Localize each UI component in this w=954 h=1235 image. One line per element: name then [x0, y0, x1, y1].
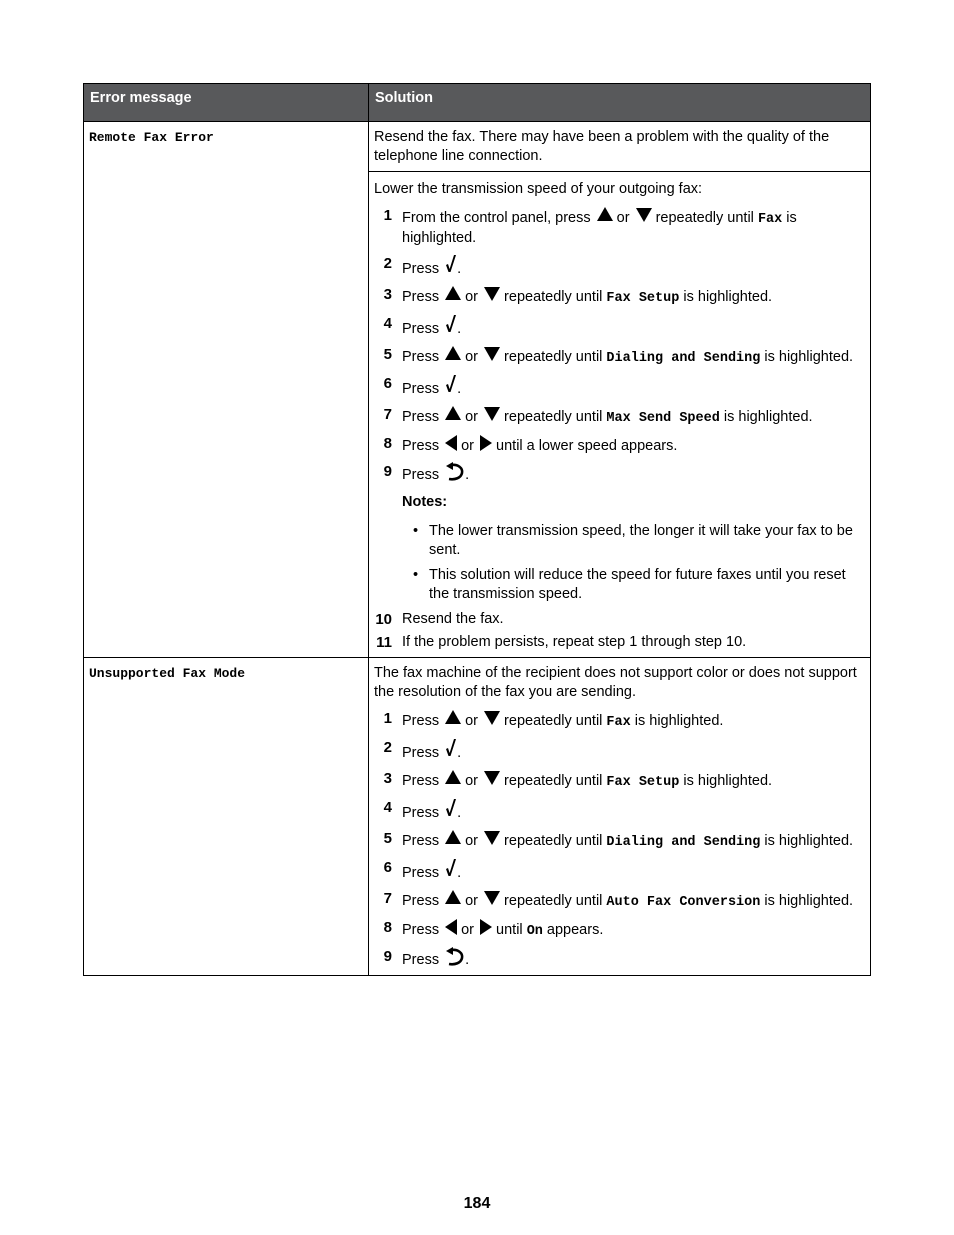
step-text: repeatedly until: [504, 349, 603, 365]
or-text: or: [465, 893, 479, 909]
solution-text: Resend the fax. There may have been a problem with the quality of the telephone line connection.: [374, 129, 830, 164]
up-arrow-icon: [444, 405, 462, 423]
step-text: .: [457, 261, 462, 277]
down-arrow-icon: [483, 889, 501, 907]
left-arrow-icon: [444, 434, 458, 452]
up-arrow-icon: [444, 829, 462, 847]
back-icon: [445, 947, 465, 967]
step-text: Press: [402, 773, 440, 789]
step-text: From the control panel, press: [402, 210, 591, 226]
or-text: or: [465, 833, 479, 849]
step-text: Press: [402, 381, 440, 397]
step-text: is highlighted.: [683, 289, 773, 305]
step-text: Press: [402, 865, 440, 881]
step-text: Press: [402, 409, 440, 425]
step-text: Press: [402, 349, 440, 365]
step-item: [374, 633, 864, 652]
down-arrow-icon: [483, 345, 501, 363]
step-text: .: [457, 805, 462, 821]
step-item: [374, 202, 864, 248]
step-text: repeatedly until: [655, 210, 754, 226]
step-text: .: [457, 321, 462, 337]
table-row: [84, 122, 871, 172]
step-number: 8: [383, 435, 392, 452]
step-item: [374, 705, 864, 732]
error-name: Remote Fax Error: [89, 130, 214, 145]
checkmark-icon: [445, 254, 457, 274]
right-arrow-icon: [479, 434, 493, 452]
down-arrow-icon: [483, 769, 501, 787]
solution-cell: [369, 122, 871, 172]
step-text: repeatedly until: [504, 893, 603, 909]
down-arrow-icon: [483, 709, 501, 727]
step-number: 8: [383, 919, 392, 936]
or-text: or: [465, 289, 479, 305]
step-number: 3: [383, 770, 392, 787]
step-text: Press: [402, 438, 440, 454]
step-text: Press: [402, 261, 440, 277]
step-number: 4: [383, 799, 392, 816]
or-text: or: [465, 773, 479, 789]
step-number: 9: [383, 948, 392, 965]
up-arrow-icon: [444, 769, 462, 787]
or-text: or: [465, 409, 479, 425]
solution-intro: Lower the transmission speed of your outgoing fax:: [374, 181, 703, 197]
checkmark-icon: [445, 798, 457, 818]
menu-code: Fax: [757, 212, 783, 227]
step-item: [374, 279, 864, 308]
step-number: 9: [383, 463, 392, 480]
up-arrow-icon: [444, 889, 462, 907]
step-text: Press: [402, 833, 440, 849]
step-text: appears.: [546, 922, 604, 938]
step-item: [374, 368, 864, 399]
step-item: [374, 308, 864, 339]
step-item: [374, 852, 864, 883]
notes-list: [402, 522, 864, 604]
table-row: [84, 658, 871, 976]
down-arrow-icon: [483, 285, 501, 303]
step-text: repeatedly until: [504, 773, 603, 789]
down-arrow-icon: [483, 405, 501, 423]
step-text: Press: [402, 805, 440, 821]
step-number: 11: [376, 634, 392, 651]
checkmark-icon: [445, 858, 457, 878]
step-text: .: [457, 381, 462, 397]
or-text: or: [461, 438, 475, 454]
step-text: until: [496, 922, 523, 938]
step-text: repeatedly until: [504, 713, 603, 729]
step-text: repeatedly until: [504, 409, 603, 425]
menu-code: Dialing and Sending: [606, 351, 761, 366]
solution-intro: The fax machine of the recipient does not support color or does not support the resolution of the fax you are sending.: [374, 665, 857, 700]
step-text: .: [457, 745, 462, 761]
step-number: 2: [383, 739, 392, 756]
checkmark-icon: [445, 374, 457, 394]
menu-code: Fax: [606, 715, 631, 730]
step-text: Press: [402, 713, 440, 729]
solution-cell: [369, 172, 871, 658]
left-arrow-icon: [444, 918, 458, 936]
step-item: [374, 912, 864, 941]
step-number: 5: [383, 830, 392, 847]
step-text: Press: [402, 952, 440, 968]
step-number: 7: [383, 406, 392, 423]
note-item: • The lower transmission speed, the longer it will take your fax to be sent.: [402, 522, 864, 560]
step-text: is highlighted.: [683, 773, 773, 789]
step-text: Resend the fax.: [402, 611, 504, 627]
or-text: or: [616, 210, 630, 226]
checkmark-icon: [445, 314, 457, 334]
step-number: 3: [383, 286, 392, 303]
solution-cell: [369, 658, 871, 976]
error-name: Unsupported Fax Mode: [89, 666, 246, 681]
or-text: or: [461, 922, 475, 938]
menu-code: Fax Setup: [606, 775, 680, 790]
step-item: [374, 823, 864, 852]
page-number: 184: [463, 1195, 491, 1212]
up-arrow-icon: [444, 285, 462, 303]
step-number: 7: [383, 890, 392, 907]
menu-code: Max Send Speed: [606, 411, 720, 426]
step-number: 1: [383, 207, 392, 224]
step-text: is highlighted.: [402, 210, 797, 246]
step-text: Press: [402, 745, 440, 761]
notes-title: Notes:: [402, 494, 448, 510]
step-number: 6: [383, 859, 392, 876]
step-item: [374, 732, 864, 763]
down-arrow-icon: [483, 829, 501, 847]
or-text: or: [465, 349, 479, 365]
up-arrow-icon: [444, 709, 462, 727]
step-number: 5: [383, 346, 392, 363]
step-text: until a lower speed appears.: [496, 438, 678, 454]
note-item: • This solution will reduce the speed for future faxes until you reset the transmission speed.: [402, 566, 864, 604]
step-text: Press: [402, 321, 440, 337]
step-item: [374, 610, 864, 629]
step-text: .: [457, 865, 462, 881]
step-text: repeatedly until: [504, 833, 603, 849]
header-error-message: Error message: [84, 84, 369, 122]
step-text: Press: [402, 467, 440, 483]
step-number: 2: [383, 255, 392, 272]
step-number: 6: [383, 375, 392, 392]
step-text: .: [465, 952, 470, 968]
step-item: [374, 883, 864, 912]
step-number: 4: [383, 315, 392, 332]
error-cell: [84, 122, 369, 658]
step-item: [374, 339, 864, 368]
menu-code: Fax Setup: [606, 291, 680, 306]
right-arrow-icon: [479, 918, 493, 936]
up-arrow-icon: [444, 345, 462, 363]
step-item: [374, 763, 864, 792]
step-text: is highlighted.: [764, 833, 854, 849]
step-item: [374, 792, 864, 823]
step-number: 10: [375, 611, 392, 628]
step-text: Press: [402, 893, 440, 909]
step-text: .: [465, 467, 470, 483]
down-arrow-icon: [635, 206, 653, 224]
error-table: [83, 83, 871, 976]
checkmark-icon: [445, 738, 457, 758]
menu-code: On: [526, 924, 543, 939]
header-solution: Solution: [369, 84, 871, 122]
menu-code: Dialing and Sending: [606, 835, 761, 850]
step-text: repeatedly until: [504, 289, 603, 305]
step-text: Press: [402, 289, 440, 305]
back-icon: [445, 462, 465, 482]
error-cell: [84, 658, 369, 976]
step-text: is highlighted.: [764, 893, 854, 909]
step-item: [374, 941, 864, 970]
step-item: [374, 456, 864, 485]
step-text: If the problem persists, repeat step 1 through step 10.: [402, 634, 747, 650]
step-text: Press: [402, 922, 440, 938]
step-item: [374, 399, 864, 428]
step-number: 1: [383, 710, 392, 727]
or-text: or: [465, 713, 479, 729]
step-text: is highlighted.: [634, 713, 724, 729]
table-header-row: [84, 84, 871, 122]
step-text: is highlighted.: [764, 349, 854, 365]
menu-code: Auto Fax Conversion: [606, 895, 761, 910]
up-arrow-icon: [596, 206, 614, 224]
step-item: [374, 428, 864, 456]
step-text: is highlighted.: [723, 409, 813, 425]
step-item: [374, 248, 864, 279]
